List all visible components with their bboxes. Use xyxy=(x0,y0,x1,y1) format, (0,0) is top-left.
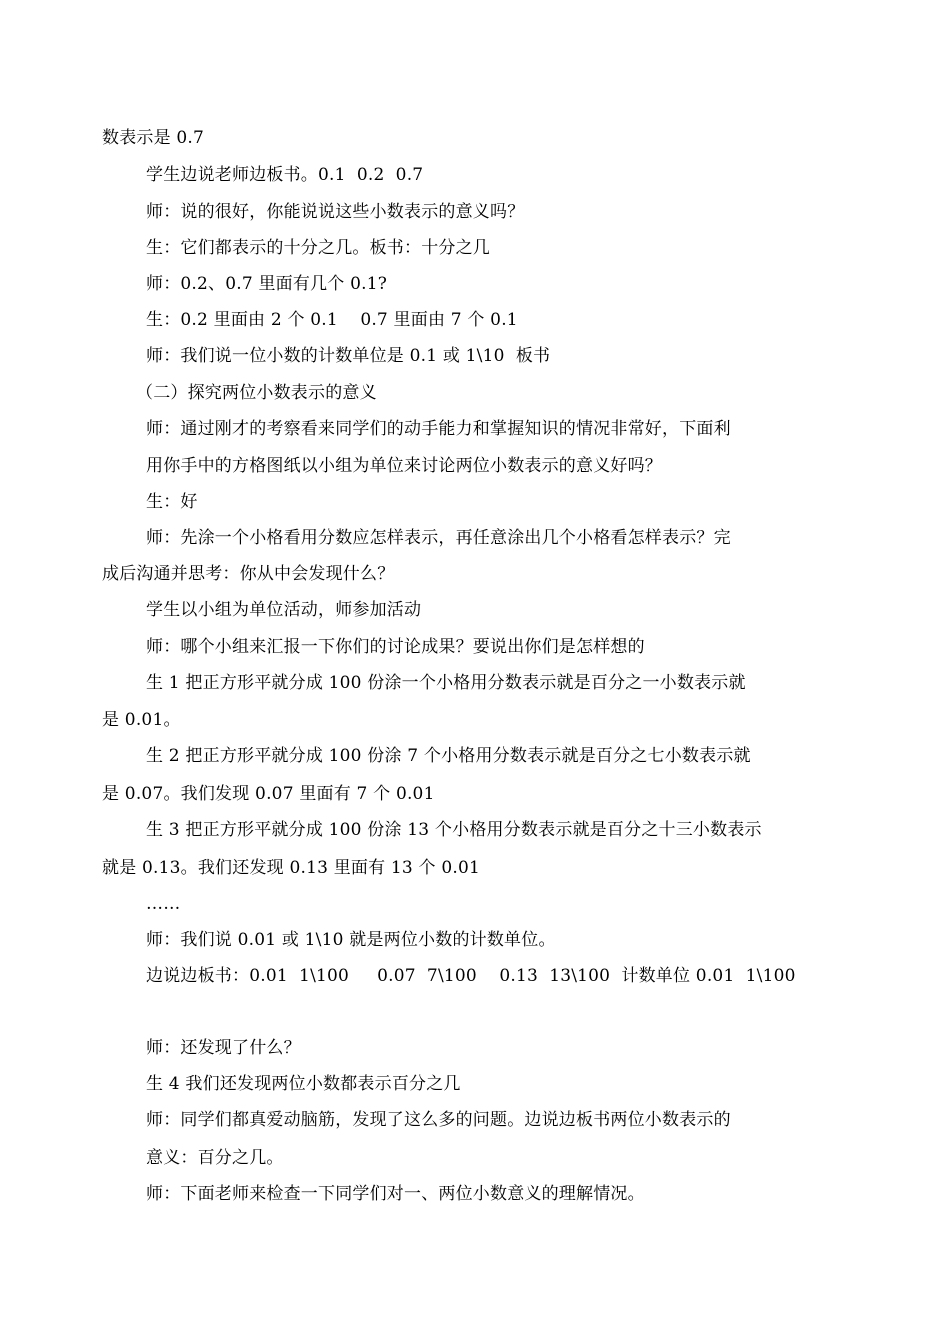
text-line: 生：它们都表示的十分之几。板书：十分之几 xyxy=(146,238,490,258)
text-line: 师：说的很好，你能说说这些小数表示的意义吗？ xyxy=(146,202,525,222)
text-line: 师：下面老师来检查一下同学们对一、两位小数意义的理解情况。 xyxy=(146,1184,645,1204)
text-line: …… xyxy=(146,894,181,914)
text-line: 生 3 把正方形平就分成 100 份涂 13 个小格用分数表示就是百分之十三小数表示 xyxy=(146,820,762,840)
text-line: 师：通过刚才的考察看来同学们的动手能力和掌握知识的情况非常好，下面利 xyxy=(146,419,731,439)
text-line: 成后沟通并思考：你从中会发现什么？ xyxy=(102,564,395,584)
text-line: 师：哪个小组来汇报一下你们的讨论成果？要说出你们是怎样想的 xyxy=(146,637,645,657)
text-line: 边说边板书：0.01 1\100 0.07 7\100 0.13 13\100 计数单位 0.01 1\100 xyxy=(146,966,796,986)
text-line: 是 0.01。 xyxy=(102,710,181,730)
text-line: 就是 0.13。我们还发现 0.13 里面有 13 个 0.01 xyxy=(102,858,481,878)
text-line: 师：我们说一位小数的计数单位是 0.1 或 1\10 板书 xyxy=(146,346,551,366)
text-line: 数表示是 0.7 xyxy=(102,128,205,148)
text-line: 师：先涂一个小格看用分数应怎样表示，再任意涂出几个小格看怎样表示？完 xyxy=(146,528,731,548)
text-line: 师：同学们都真爱动脑筋，发现了这么多的问题。边说边板书两位小数表示的 xyxy=(146,1110,731,1130)
text-line: 学生以小组为单位活动，师参加活动 xyxy=(146,600,422,620)
text-line: 师：0.2、0.7 里面有几个 0.1? xyxy=(146,274,388,294)
text-line: 用你手中的方格图纸以小组为单位来讨论两位小数表示的意义好吗？ xyxy=(146,456,662,476)
text-line: 生：0.2 里面由 2 个 0.1 0.7 里面由 7 个 0.1 xyxy=(146,310,518,330)
text-line: 师：还发现了什么？ xyxy=(146,1038,301,1058)
text-line: 意义：百分之几。 xyxy=(146,1148,284,1168)
text-line: 生：好 xyxy=(146,492,198,512)
text-line: 生 2 把正方形平就分成 100 份涂 7 个小格用分数表示就是百分之七小数表示就 xyxy=(146,746,751,766)
text-line: 生 1 把正方形平就分成 100 份涂一个小格用分数表示就是百分之一小数表示就 xyxy=(146,673,746,693)
text-line: 师：我们说 0.01 或 1\10 就是两位小数的计数单位。 xyxy=(146,930,556,950)
text-line: 生 4 我们还发现两位小数都表示百分之几 xyxy=(146,1074,461,1094)
text-line: 是 0.07。我们发现 0.07 里面有 7 个 0.01 xyxy=(102,784,435,804)
text-line: 学生边说老师边板书。0.1 0.2 0.7 xyxy=(146,165,424,185)
section-heading: （二）探究两位小数表示的意义 xyxy=(136,383,377,403)
